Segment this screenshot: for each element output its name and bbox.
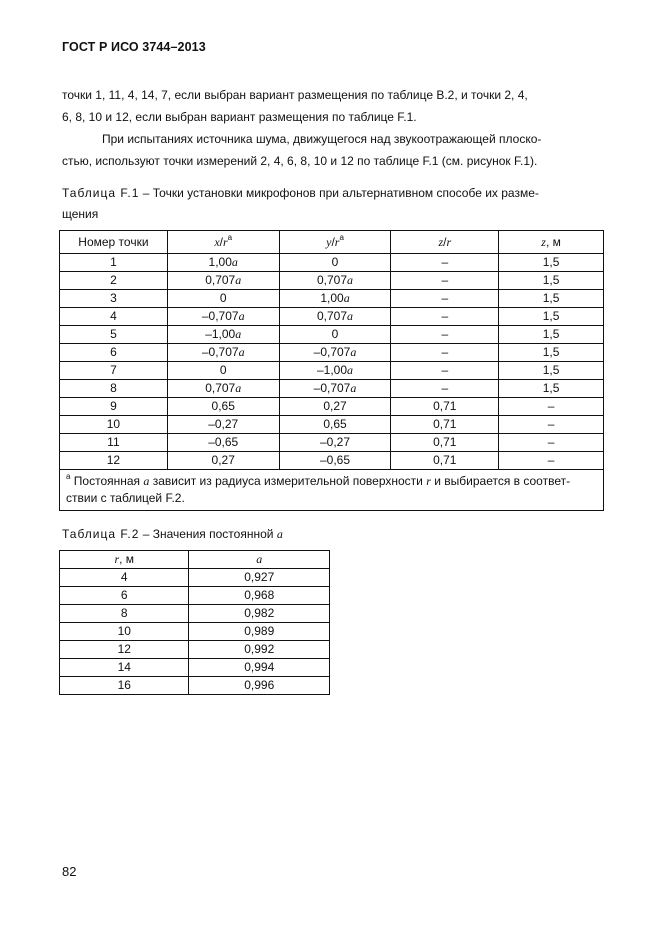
- table-row: [60, 587, 330, 605]
- table-f1-caption: [62, 183, 539, 225]
- cell-z-over-r: –: [391, 380, 499, 398]
- header-z-meters: z, м: [499, 231, 604, 254]
- table-footnote: $^a$ Постоянная a зависит из радиуса измерительной поверхности r и выбирается в соответ- ствии с таблицей F.2.: [60, 470, 604, 511]
- cell-x-over-r: –0,27: [167, 416, 279, 434]
- cell-point-number: 2: [60, 272, 168, 290]
- cell-z-over-r: 0,71: [391, 452, 499, 470]
- table-row: [60, 452, 604, 470]
- cell-point-number: 3: [60, 290, 168, 308]
- table-row: [60, 254, 604, 272]
- cell-x-over-r: 1,00a: [167, 254, 279, 272]
- cell-r-meters: 8: [60, 605, 189, 623]
- cell-r-meters: 14: [60, 659, 189, 677]
- caption-text: Точки установки микрофонов при альтернативном способе их разме-: [152, 186, 539, 200]
- cell-a-value: 0,992: [189, 641, 330, 659]
- cell-z-meters: 1,5: [499, 380, 604, 398]
- table-row: [60, 272, 604, 290]
- header-x-over-r: $x/r^a$: [167, 231, 279, 254]
- table-row: [60, 290, 604, 308]
- cell-x-over-r: 0: [167, 290, 279, 308]
- header-y-over-r: $y/r^a$: [279, 231, 391, 254]
- table-row: [60, 659, 330, 677]
- cell-x-over-r: –0,707a: [167, 308, 279, 326]
- cell-y-over-r: –1,00a: [279, 362, 391, 380]
- caption-label: Таблица F.1: [62, 186, 140, 200]
- cell-z-meters: 1,5: [499, 308, 604, 326]
- cell-x-over-r: 0,27: [167, 452, 279, 470]
- cell-a-value: 0,989: [189, 623, 330, 641]
- cell-a-value: 0,968: [189, 587, 330, 605]
- caption-text: – Значения постоянной: [142, 527, 274, 541]
- table-row: [60, 380, 604, 398]
- cell-r-meters: 16: [60, 677, 189, 695]
- cell-r-meters: 12: [60, 641, 189, 659]
- paragraph-2: [62, 128, 607, 172]
- table-row: [60, 308, 604, 326]
- cell-z-meters: –: [499, 434, 604, 452]
- cell-a-value: 0,982: [189, 605, 330, 623]
- cell-x-over-r: 0,65: [167, 398, 279, 416]
- header-point-number: Номер точки: [60, 231, 168, 254]
- cell-point-number: 4: [60, 308, 168, 326]
- header-a: a: [189, 551, 330, 569]
- cell-y-over-r: 1,00a: [279, 290, 391, 308]
- cell-x-over-r: 0,707a: [167, 272, 279, 290]
- table-f2-caption: [62, 524, 283, 545]
- table-row: [60, 344, 604, 362]
- cell-point-number: 6: [60, 344, 168, 362]
- paragraph-line: стью, используют точки измерений 2, 4, 6, 8, 10 и 12 по таблице F.1 (см. рисунок F.1).: [62, 154, 538, 168]
- cell-z-over-r: 0,71: [391, 434, 499, 452]
- table-footnote-row: [60, 470, 604, 511]
- table-row: [60, 416, 604, 434]
- paragraph-line: При испытаниях источника шума, движущегося над звукоотражающей плоско-: [102, 132, 542, 146]
- cell-z-over-r: –: [391, 326, 499, 344]
- cell-y-over-r: –0,65: [279, 452, 391, 470]
- cell-point-number: 12: [60, 452, 168, 470]
- table-row: [60, 623, 330, 641]
- cell-z-meters: 1,5: [499, 362, 604, 380]
- cell-r-meters: 4: [60, 569, 189, 587]
- cell-x-over-r: –0,65: [167, 434, 279, 452]
- table-f1: [59, 230, 604, 511]
- cell-a-value: 0,996: [189, 677, 330, 695]
- cell-z-over-r: –: [391, 344, 499, 362]
- cell-r-meters: 6: [60, 587, 189, 605]
- table-header-row: [60, 551, 330, 569]
- cell-x-over-r: –0,707a: [167, 344, 279, 362]
- cell-y-over-r: 0: [279, 254, 391, 272]
- paragraph-line: 6, 8, 10 и 12, если выбран вариант размещения по таблице F.1.: [62, 110, 417, 124]
- cell-z-meters: –: [499, 398, 604, 416]
- cell-y-over-r: 0,707a: [279, 272, 391, 290]
- cell-point-number: 1: [60, 254, 168, 272]
- cell-z-over-r: 0,71: [391, 416, 499, 434]
- table-row: [60, 434, 604, 452]
- cell-z-meters: 1,5: [499, 254, 604, 272]
- cell-r-meters: 10: [60, 623, 189, 641]
- caption-text: щения: [62, 207, 99, 221]
- cell-y-over-r: –0,707a: [279, 344, 391, 362]
- cell-z-over-r: –: [391, 362, 499, 380]
- caption-label: Таблица F.2: [62, 527, 140, 541]
- cell-z-meters: 1,5: [499, 272, 604, 290]
- cell-z-over-r: 0,71: [391, 398, 499, 416]
- table-row: [60, 398, 604, 416]
- cell-y-over-r: –0,27: [279, 434, 391, 452]
- table-row: [60, 641, 330, 659]
- cell-z-over-r: –: [391, 308, 499, 326]
- header-r-meters: r, м: [60, 551, 189, 569]
- table-row: [60, 677, 330, 695]
- table-row: [60, 569, 330, 587]
- cell-z-meters: –: [499, 416, 604, 434]
- cell-y-over-r: 0,27: [279, 398, 391, 416]
- header-z-over-r: z/r: [391, 231, 499, 254]
- paragraph-1: [62, 84, 607, 128]
- page-header: ГОСТ Р ИСО 3744–2013: [62, 40, 206, 54]
- cell-x-over-r: 0: [167, 362, 279, 380]
- cell-y-over-r: 0,65: [279, 416, 391, 434]
- cell-y-over-r: 0: [279, 326, 391, 344]
- cell-z-meters: 1,5: [499, 344, 604, 362]
- table-f2: [59, 550, 330, 695]
- paragraph-line: точки 1, 11, 4, 14, 7, если выбран вариант размещения по таблице В.2, и точки 2, 4,: [62, 88, 528, 102]
- page-number: 82: [62, 864, 77, 879]
- cell-z-meters: 1,5: [499, 290, 604, 308]
- cell-point-number: 11: [60, 434, 168, 452]
- cell-point-number: 7: [60, 362, 168, 380]
- cell-a-value: 0,994: [189, 659, 330, 677]
- cell-z-meters: 1,5: [499, 326, 604, 344]
- cell-a-value: 0,927: [189, 569, 330, 587]
- cell-z-over-r: –: [391, 290, 499, 308]
- cell-z-over-r: –: [391, 254, 499, 272]
- cell-point-number: 9: [60, 398, 168, 416]
- caption-dash: –: [142, 186, 150, 200]
- cell-point-number: 5: [60, 326, 168, 344]
- cell-x-over-r: 0,707a: [167, 380, 279, 398]
- cell-y-over-r: –0,707a: [279, 380, 391, 398]
- table-row: [60, 326, 604, 344]
- cell-y-over-r: 0,707a: [279, 308, 391, 326]
- cell-x-over-r: –1,00a: [167, 326, 279, 344]
- cell-z-meters: –: [499, 452, 604, 470]
- cell-point-number: 8: [60, 380, 168, 398]
- cell-point-number: 10: [60, 416, 168, 434]
- cell-z-over-r: –: [391, 272, 499, 290]
- table-row: [60, 362, 604, 380]
- table-header-row: [60, 231, 604, 254]
- caption-variable: a: [276, 527, 283, 541]
- table-row: [60, 605, 330, 623]
